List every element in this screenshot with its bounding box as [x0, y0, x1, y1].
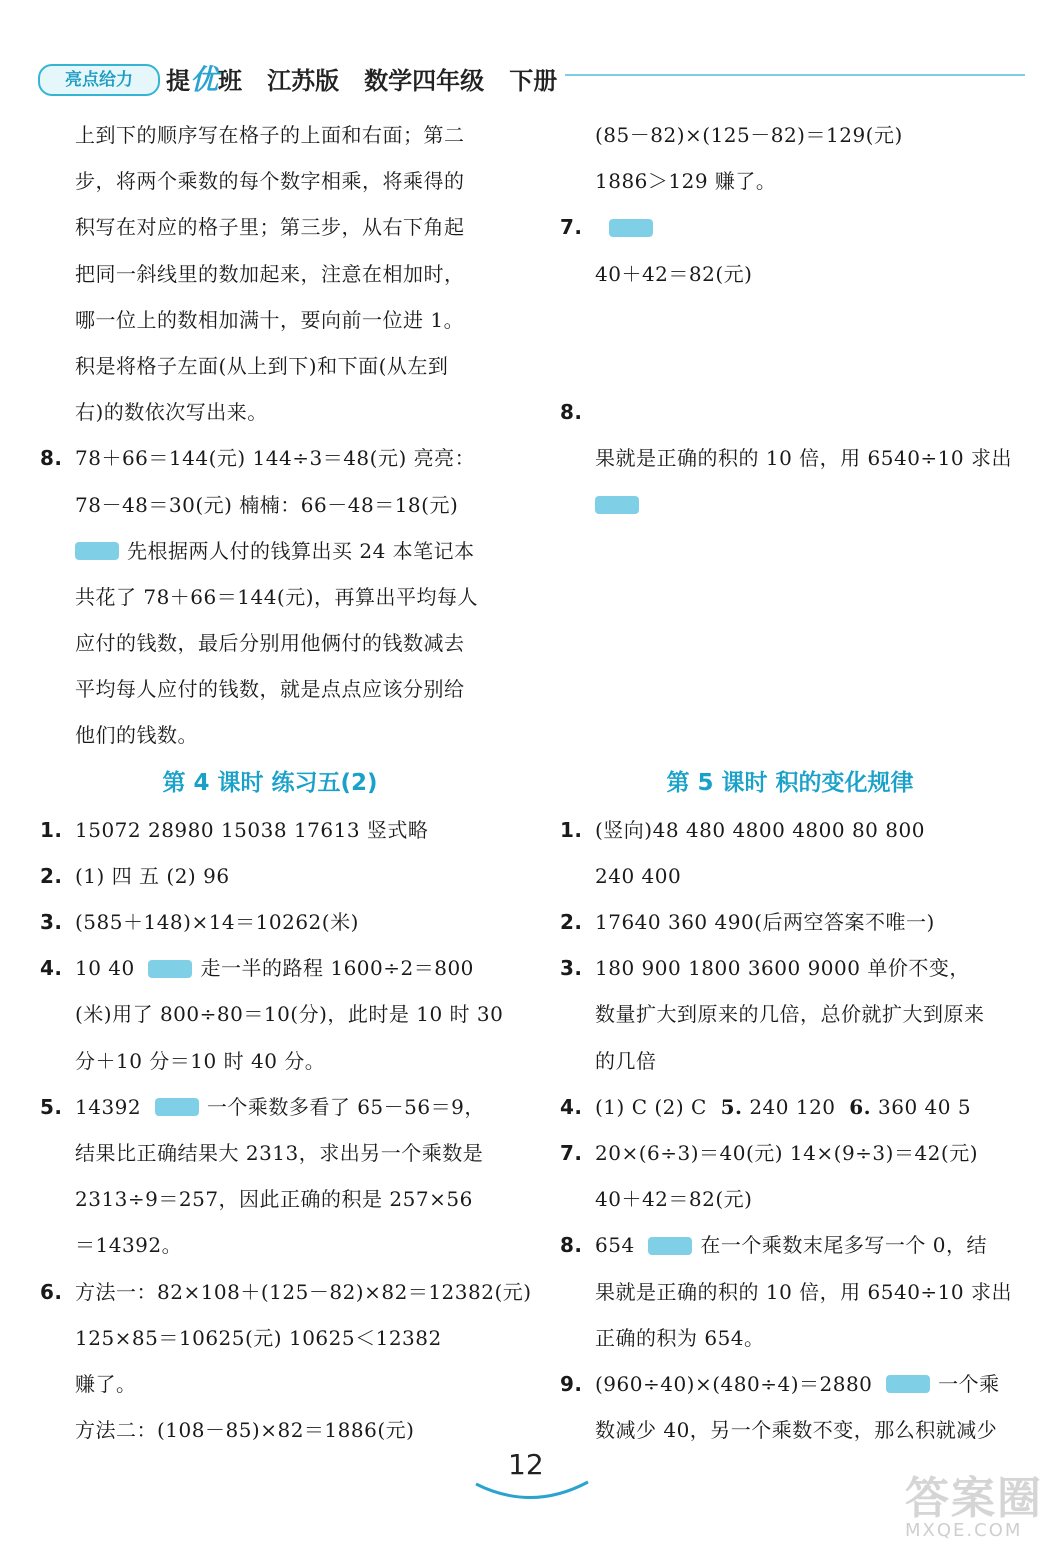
answer-2	[40, 853, 500, 899]
text-line	[560, 528, 1020, 574]
question-number: 4.	[40, 956, 63, 981]
text-line: 分＋10 分＝10 时 40 分。	[75, 1048, 326, 1073]
answer-text: 654	[595, 1233, 635, 1258]
text-line: 积写在对应的格子里；第三步，从右下角起	[75, 215, 465, 240]
text-line: 正确的积为 654。	[595, 1325, 765, 1350]
watermark	[905, 1462, 1043, 1541]
explanation-line	[40, 528, 500, 574]
answer-text: 15072 28980 15038 17613 竖式略	[75, 817, 429, 842]
explanation-text: 一个乘	[938, 1371, 1000, 1396]
volume: 下册	[509, 67, 558, 95]
answer-text: 78＋66＝144(元) 144÷3＝48(元) 亮亮：	[75, 446, 476, 471]
answer-text: 240 120	[749, 1094, 836, 1119]
text-line: 40＋42＝82(元)	[595, 261, 753, 286]
question-number: 2.	[40, 863, 63, 888]
watermark-logo-text: 答案圈	[905, 1473, 1043, 1524]
section-title: 第 5 课时 积的变化规律	[666, 769, 914, 796]
text-line: 果就是正确的积的 10 倍，用 6540÷10 求出	[595, 446, 1012, 471]
answer-text: 14392	[75, 1094, 142, 1119]
answer-text: (竖向)48 480 4800 4800 80 800	[595, 817, 925, 842]
text-line: 上到下的顺序写在格子的上面和右面；第二	[75, 123, 465, 147]
answer-1	[560, 807, 1020, 853]
question-number: 5.	[40, 1094, 63, 1119]
answer-text: 360 40 5	[878, 1094, 972, 1119]
answer-7	[560, 1130, 1020, 1176]
text-line: 他们的钱数。	[75, 723, 198, 748]
answer-3	[560, 945, 1020, 991]
text-line: 平均每人应付的钱数，就是点点应该分别给	[75, 677, 465, 702]
text-line: 应付的钱数，最后分别用他俩付的钱数减去	[75, 631, 465, 656]
text-line: ＝14392。	[75, 1233, 183, 1258]
text-line: 数量扩大到原来的几倍，总价就扩大到原来	[595, 1002, 985, 1027]
text-line: 哪一位上的数相加满十，要向前一位进 1。	[75, 307, 465, 332]
analysis-tag-icon	[886, 1375, 930, 1393]
text-line: 积是将格子左面(从上到下)和下面(从左到	[75, 353, 449, 378]
text-line: 78－48＝30(元) 楠楠：66－48＝18(元)	[75, 492, 459, 517]
analysis-tag-icon	[595, 496, 639, 514]
explanation-line	[560, 482, 1020, 528]
book-title	[166, 58, 557, 98]
analysis-tag-icon	[609, 219, 653, 237]
answer-8	[40, 435, 500, 481]
text-line: 结果比正确结果大 2313，求出另一个乘数是	[75, 1140, 484, 1165]
answer-9	[560, 1361, 1020, 1407]
answer-text: 10 40	[75, 956, 135, 981]
question-number: 6.	[849, 1094, 872, 1119]
text-line	[560, 297, 1020, 343]
edition: 江苏版	[267, 67, 340, 95]
answer-8	[560, 1222, 1020, 1268]
answer-3	[40, 899, 500, 945]
explanation-text: 一个乘数多看了 65－56＝9，	[206, 1094, 485, 1119]
page-header	[0, 0, 1056, 120]
question-number: 9.	[560, 1371, 583, 1396]
text-line: 赚了。	[75, 1371, 137, 1396]
answer-text: (585＋148)×14＝10262(米)	[75, 910, 359, 934]
right-column	[560, 112, 1020, 1453]
answer-text: (960÷40)×(480÷4)＝2880	[595, 1371, 873, 1396]
text-line: (85－82)×(125－82)＝129(元)	[595, 123, 903, 147]
explanation-text: 先根据两人付的钱算出买 24 本笔记本	[127, 538, 475, 563]
answer-text: 20×(6÷3)＝40(元) 14×(9÷3)＝42(元)	[595, 1140, 979, 1165]
text-line: 果就是正确的积的 10 倍，用 6540÷10 求出	[595, 1279, 1012, 1304]
question-number: 6.	[40, 1279, 63, 1304]
brand-badge: 亮点给力	[38, 64, 160, 96]
text-line: 步，将两个乘数的每个数字相乘，将乘得的	[75, 169, 465, 194]
text-line: 数减少 40，另一个乘数不变，那么积就减少	[595, 1418, 998, 1443]
header-divider	[565, 74, 1025, 76]
text-line: 的几倍	[595, 1048, 657, 1073]
answer-1	[40, 807, 500, 853]
text-line	[560, 343, 1020, 389]
explanation-text: 走一半的路程 1600÷2＝800	[200, 956, 474, 981]
text-line	[560, 712, 1020, 758]
question-number: 3.	[560, 956, 583, 981]
question-number: 8.	[40, 446, 63, 471]
series-highlight: 优	[190, 63, 219, 96]
question-number: 8.	[560, 1233, 583, 1258]
question-number: 4.	[560, 1094, 583, 1119]
answer-7	[560, 204, 1020, 250]
explanation-text: 在一个乘数末尾多写一个 0，结	[700, 1233, 987, 1258]
answer-2	[560, 899, 1020, 945]
text-line: 2313÷9＝257，因此正确的积是 257×56	[75, 1187, 473, 1212]
page-number: 12	[508, 1448, 544, 1481]
answer-8	[560, 389, 1020, 435]
text-line: 共花了 78＋66＝144(元)，再算出平均每人	[75, 584, 479, 609]
text-line	[560, 666, 1020, 712]
text-line	[560, 574, 1020, 620]
answer-5	[40, 1084, 500, 1130]
watermark-url: MXQE.COM	[905, 1520, 1023, 1541]
question-number: 5.	[720, 1094, 743, 1119]
answer-text: 方法一：82×108＋(125－82)×82＝12382(元)	[75, 1279, 532, 1304]
question-number: 8.	[560, 400, 583, 425]
left-column	[40, 112, 532, 1453]
text-line: 方法二：(108－85)×82＝1886(元)	[75, 1418, 415, 1443]
analysis-tag-icon	[648, 1237, 692, 1255]
subject: 数学四年级	[364, 67, 485, 95]
analysis-tag-icon	[148, 960, 192, 978]
text-line: 240 400	[595, 863, 682, 888]
text-line: 把同一斜线里的数加起来，注意在相加时，	[75, 261, 465, 286]
question-number: 7.	[560, 1140, 583, 1165]
analysis-tag-icon	[75, 542, 119, 560]
text-line: 125×85＝10625(元) 10625＜12382	[75, 1325, 442, 1350]
answer-text: (1) C (2) C	[595, 1094, 707, 1119]
question-number: 3.	[40, 910, 63, 934]
answer-text: (1) 四 五 (2) 96	[75, 863, 230, 888]
answer-text: 180 900 1800 3600 9000 单价不变，	[595, 956, 970, 981]
question-number: 1.	[560, 817, 583, 842]
text-line: 1886＞129 赚了。	[595, 169, 777, 194]
question-number: 2.	[560, 910, 583, 934]
answer-text: 17640 360 490(后两空答案不唯一)	[595, 910, 935, 934]
text-line: 右)的数依次写出来。	[75, 400, 268, 425]
section-title: 第 4 课时 练习五(2)	[162, 769, 378, 796]
text-line: (米)用了 800÷80＝10(分)，此时是 10 时 30	[75, 1002, 504, 1027]
text-line	[560, 620, 1020, 666]
question-number: 1.	[40, 817, 63, 842]
question-number: 7.	[560, 215, 583, 240]
page-number-swoosh-icon	[472, 1478, 592, 1506]
answer-4-6	[560, 1084, 1020, 1130]
series-prefix: 提	[166, 67, 190, 95]
answer-4	[40, 945, 500, 991]
series-suffix: 班	[218, 67, 243, 95]
analysis-tag-icon	[155, 1098, 199, 1116]
answer-6	[40, 1269, 532, 1315]
text-line: 40＋42＝82(元)	[595, 1187, 753, 1212]
